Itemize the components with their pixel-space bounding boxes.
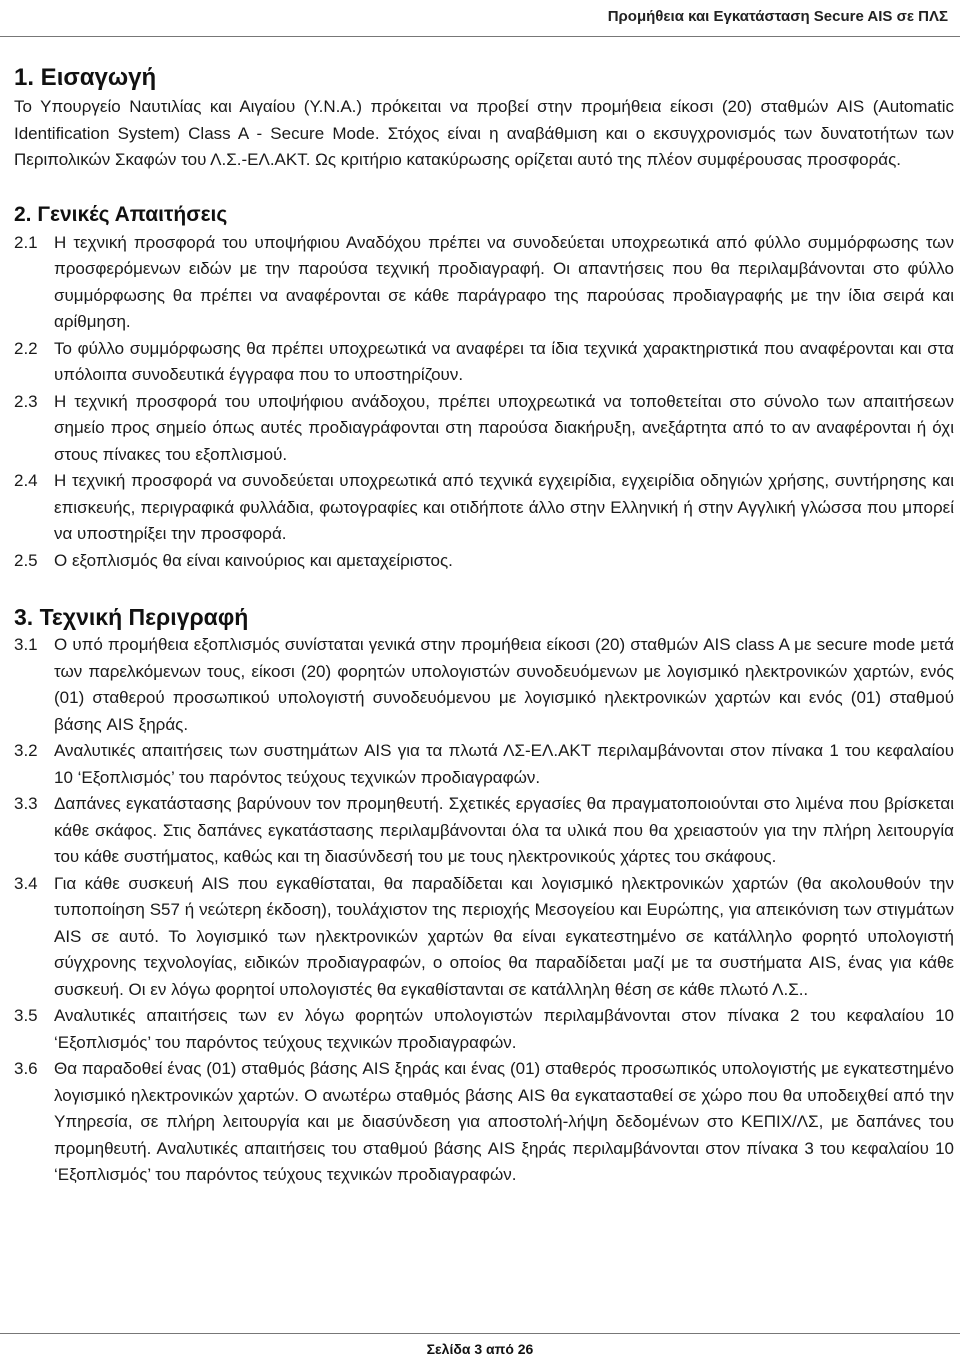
- section-3-heading: 3. Τεχνική Περιγραφή: [14, 604, 249, 630]
- list-item: [14, 632, 954, 738]
- page-number: Σελίδα 3 από 26: [426, 1341, 534, 1357]
- item-number: 2.2: [14, 338, 38, 358]
- header-divider: [0, 36, 960, 37]
- item-text: Δαπάνες εγκατάστασης βαρύνουν τον προμηθευτή. Σχετικές εργασίες θα πραγματοποιούνται στο λιμένα που βρίσκεται κάθε σκάφος. Στις δαπάνες εγκατάστασης περιλαμβάνονται όλα τα υλικά που θα χρειαστούν για την πλήρη λειτουργία του κάθε συστήματος, καθώς και τη διασύνδεσή του με τους ηλεκτρονικούς χάρτες του σκάφους.: [54, 794, 954, 866]
- list-item: [14, 738, 954, 791]
- item-text: Ο υπό προμήθεια εξοπλισμός συνίσταται γενικά στην προμήθεια είκοσι (20) σταθμών AIS class A με secure mode μετά των παρελκόμενων τους, είκοσι (20) φορητών υπολογιστών συνοδευόμενων με λογισμικό ηλεκτρονικών χαρτών, ενός (01) σταθερού προσωπικού υπολογιστή συνοδευόμενου με λογισμικό ηλεκτρονικών χαρτών και ενός (01) σταθμού βάσης AIS ξηράς.: [54, 635, 954, 734]
- item-number: 2.3: [14, 391, 38, 411]
- section-2-list: [14, 230, 954, 575]
- item-text: Το φύλλο συμμόρφωσης θα πρέπει υποχρεωτικά να αναφέρει τα ίδια τεχνικά χαρακτηριστικά που αναφέρονται και στα υπόλοιπα συνοδευτικά έγγραφα που το υποστηρίζουν.: [54, 338, 954, 384]
- list-item: [14, 1003, 954, 1056]
- item-text: Θα παραδοθεί ένας (01) σταθμός βάσης AIS ξηράς και ένας (01) σταθερός προσωπικός υπολογιστής με εγκατεστημένο λογισμικό ηλεκτρονικών χαρτών. Ο ανωτέρω σταθμός βάσης AIS θα εγκατασταθεί σε χώρο που θα υποδειχθεί από την Υπηρεσία, σε πλήρη λειτουργία και με διασύνδεση για αποστολή-λήψη δεδομένων στο ΚΕΠΙΧ/ΛΣ, με δαπάνες του προμηθευτή. Αναλυτικές απαιτήσεις του σταθμού βάσης AIS ξηράς περιλαμβάνονται στον πίνακα 3 του κεφαλαίου 10 ‘Εξοπλισμός’ του παρόντος τεύχους τεχνικών προδιαγραφών.: [54, 1059, 954, 1184]
- footer-divider: [0, 1333, 960, 1334]
- list-item: [14, 1056, 954, 1189]
- list-item: [14, 336, 954, 389]
- list-item: [14, 389, 954, 469]
- item-text: Για κάθε συσκευή AIS που εγκαθίσταται, θα παραδίδεται και λογισμικό ηλεκτρονικών χαρτών (θα ακολουθούν την τυποποίηση S57 ή νεώτερη έκδοση), τουλάχιστον της περιοχής Μεσογείου και Ευρώπης, για απεικόνιση των στιγμάτων AIS σε αυτό. Το λογισμικό των ηλεκτρονικών χαρτών θα είναι εγκατεστημένο σε κατάλληλο φορητό υπολογιστή σύγχρονης τεχνολογίας, ειδικών προδιαγραφών, ο οποίος θα παραδίδεται μαζί με τα συστήματα AIS, ένας για κάθε συσκευή. Οι εν λόγω φορητοί υπολογιστές θα εγκαθίστανται σε κατάλληλη θέση σε κάθε πλωτό Λ.Σ..: [54, 873, 954, 999]
- section-2-heading: 2. Γενικές Απαιτήσεις: [14, 202, 228, 226]
- item-number: 2.4: [14, 471, 38, 490]
- list-item: [14, 871, 954, 1004]
- item-number: 3.6: [14, 1059, 38, 1078]
- item-number: 3.4: [14, 873, 38, 893]
- page-header-title: Προμήθεια και Εγκατάσταση Secure AIS σε ΠΛΣ: [607, 8, 948, 25]
- section-1-paragraph: Το Υπουργείο Ναυτιλίας και Αιγαίου (Υ.Ν.Α.) πρόκειται να προβεί στην προμήθεια είκοσι (20) σταθμών AIS (Automatic Identification System) Class A - Secure Mode. Στόχος είναι η αναβάθμιση και ο εκσυγχρονισμός των δυνατοτήτων των Περιπολικών Σκαφών του Λ.Σ.-ΕΛ.ΑΚΤ. Ως κριτήριο κατακύρωσης ορίζεται αυτό της πλέον συμφέρουσας προσφοράς.: [14, 97, 954, 169]
- list-item: [14, 230, 954, 336]
- list-item: [14, 791, 954, 871]
- item-text: Η τεχνική προσφορά του υποψήφιου Αναδόχου πρέπει να συνοδεύεται υποχρεωτικά από φύλλο συμμόρφωσης των προσφερόμενων ειδών με την παρούσα τεχνική προδιαγραφή. Οι απαντήσεις που θα περιλαμβάνονται στο φύλλο συμμόρφωσης θα πρέπει να αναφέρονται σε κάθε παράγραφο της παρούσας προδιαγραφής με την ίδια σειρά και αρίθμηση.: [54, 232, 954, 331]
- section-1-heading: 1. Εισαγωγή: [14, 64, 157, 91]
- item-text: Αναλυτικές απαιτήσεις των συστημάτων AIS για τα πλωτά ΛΣ-ΕΛ.ΑΚΤ περιλαμβάνονται στον πίνακα 1 του κεφαλαίου 10 ‘Εξοπλισμός’ του παρόντος τεύχους τεχνικών προδιαγραφών.: [54, 741, 954, 787]
- item-text: Η τεχνική προσφορά του υποψήφιου ανάδοχου, πρέπει υποχρεωτικά να τοποθετείται στο σύνολο των απαιτήσεων σημείο προς σημείο όπως αυτές προδιαγράφονται στη παρούσα διακήρυξη, ανεξάρτητα από το αν αναφέρονται ή όχι στους πίνακες του εξοπλισμού.: [54, 391, 954, 464]
- item-text: Ο εξοπλισμός θα είναι καινούριος και αμεταχείριστος.: [54, 550, 453, 570]
- item-number: 3.5: [14, 1006, 38, 1025]
- item-text: Η τεχνική προσφορά να συνοδεύεται υποχρεωτικά από τεχνικά εγχειρίδια, εγχειρίδια οδηγιών χρήσης, συντήρησης και επισκευής, περιγραφικά φυλλάδια, φωτογραφίες και οτιδήποτε άλλο στην Ελληνική ή στην Αγγλική γλώσσα που μπορεί να υποστηρίξει την προσφορά.: [54, 471, 954, 543]
- item-number: 3.2: [14, 741, 38, 760]
- document-body: [14, 62, 954, 1189]
- section-3-list: [14, 632, 954, 1189]
- list-item: [14, 468, 954, 548]
- item-number: 2.1: [14, 232, 38, 252]
- item-number: 2.5: [14, 550, 38, 570]
- item-number: 3.1: [14, 635, 38, 654]
- list-item: [14, 548, 954, 575]
- item-number: 3.3: [14, 794, 38, 813]
- item-text: Αναλυτικές απαιτήσεις των εν λόγω φορητών υπολογιστών περιλαμβάνονται στον πίνακα 2 του κεφαλαίου 10 ‘Εξοπλισμός’ του παρόντος τεύχους τεχνικών προδιαγραφών.: [54, 1006, 954, 1052]
